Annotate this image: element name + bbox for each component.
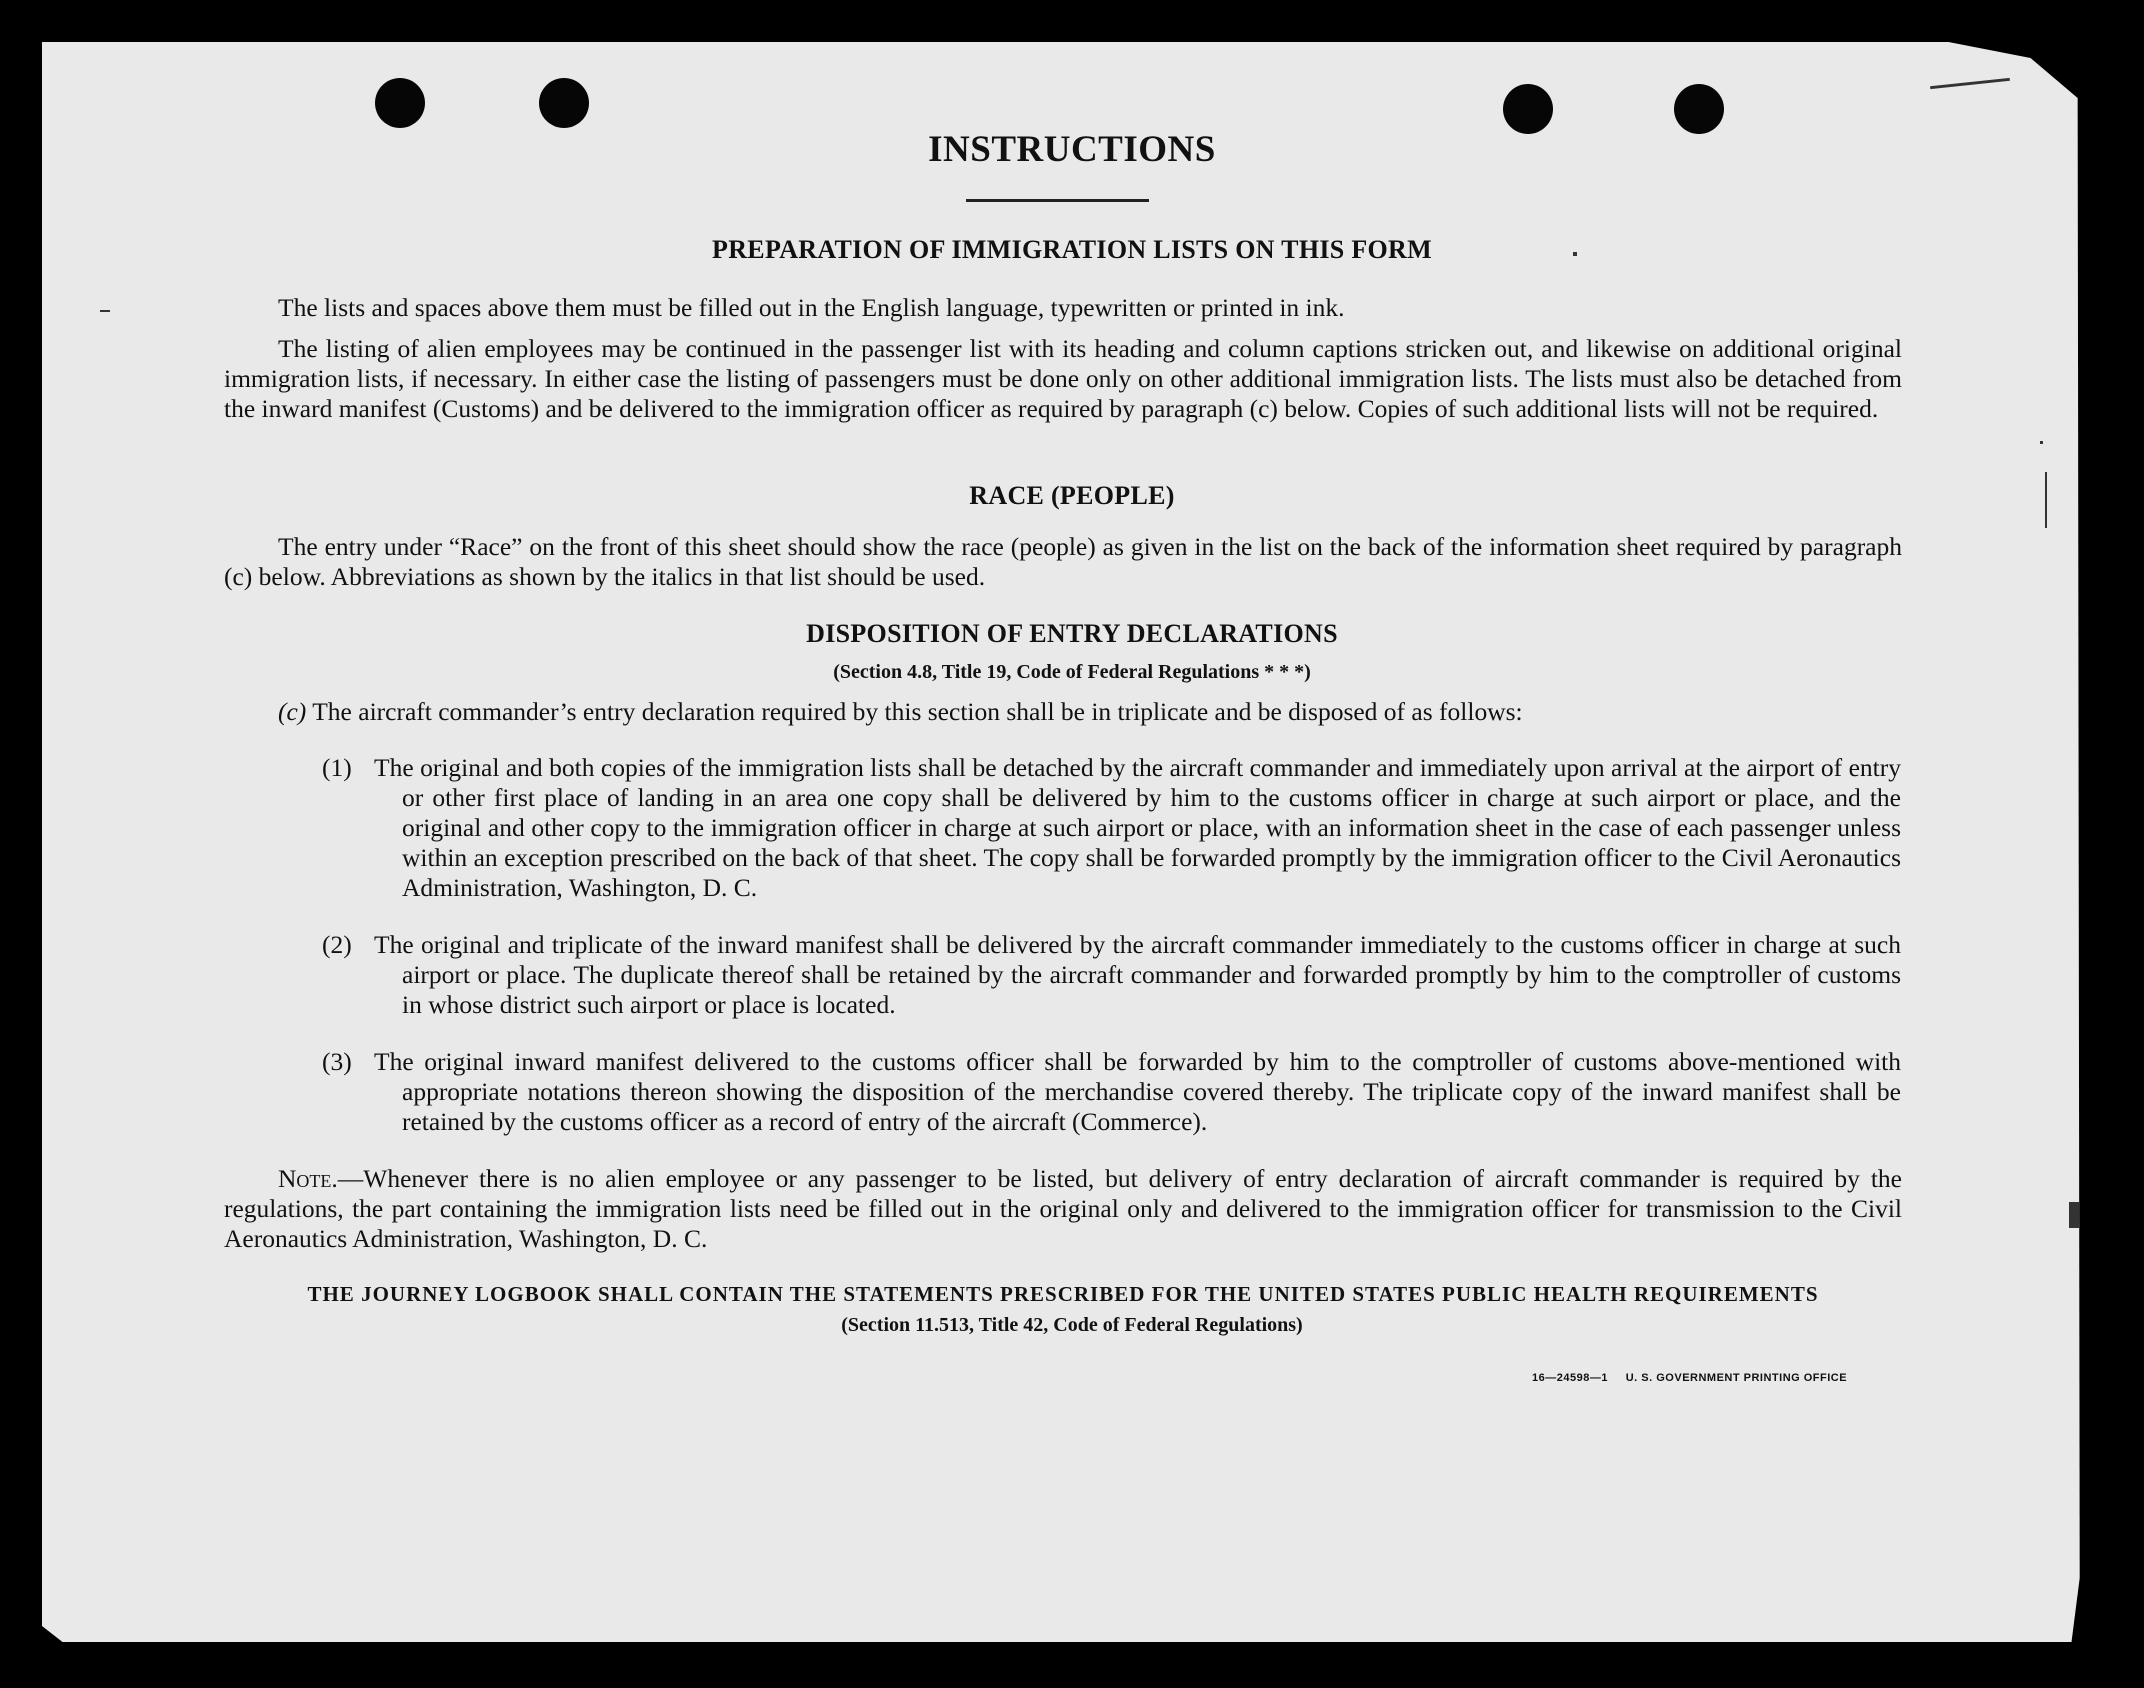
page-title: INSTRUCTIONS [928, 129, 1216, 170]
punch-hole-3 [1503, 84, 1553, 134]
list-item-text: The original and triplicate of the inward manifest shall be delivered by the aircraft commander immediately to the customs officer in charge at such airport or place. The duplicate thereof shall be retained by the aircraft commander and forwarded promptly by him to the comptroller of customs in whose district such airport or place is located. [374, 930, 1901, 1019]
note-text: —Whenever there is no alien employee or any passenger to be listed, but delivery of entry declaration of aircraft commander is required by the regulations, the part containing the immigration lists need be filled out in the original only and delivered to the immigration officer for transmission to the Civil Aeronautics Administration, Washington, D. C. [224, 1164, 1902, 1253]
printer-imprint [1532, 1372, 1847, 1384]
list-item-number: (1) [322, 753, 352, 782]
intro-label: (c) [278, 697, 307, 726]
list-item-text: The original inward manifest delivered to the customs officer shall be forwarded by him to the comptroller of customs above-mentioned with appropriate notations thereon showing the disposition of the merchandise covered thereby. The triplicate copy of the inward manifest shall be retained by the customs officer as a record of entry of the aircraft (Commerce). [374, 1047, 1901, 1136]
intro-text: The aircraft commander’s entry declaration required by this section shall be in triplicate and be disposed of as follows: [312, 697, 1523, 726]
disposition-intro [278, 697, 1902, 727]
punch-hole-4 [1674, 84, 1724, 134]
section-heading-race: RACE (PEOPLE) [969, 481, 1175, 510]
list-item [322, 930, 1901, 1020]
printer-name: U. S. GOVERNMENT PRINTING OFFICE [1625, 1372, 1848, 1384]
health-citation: (Section 11.513, Title 42, Code of Federal Regulations) [841, 1314, 1303, 1336]
section-heading-preparation: PREPARATION OF IMMIGRATION LISTS ON THIS FORM [712, 235, 1432, 264]
form-number: 16—24598—1 [1532, 1372, 1608, 1384]
list-item-text: The original and both copies of the immigration lists shall be detached by the aircraft commander and immediately upon arrival at the airport of entry or other first place of landing in an area one copy shall be delivered by him to the customs officer in charge at such airport or place, and the original and other copy to the immigration officer in charge at such airport or place, with an information sheet in the case of each passenger unless within an exception prescribed on the back of that sheet. The copy shall be forwarded promptly by the immigration officer to the Civil Aeronautics Administration, Washington, D. C. [374, 753, 1901, 902]
list-item-number: (3) [322, 1047, 352, 1076]
margin-mark [2040, 441, 2043, 444]
margin-mark [100, 310, 110, 312]
title-divider [966, 199, 1149, 202]
disposition-citation: (Section 4.8, Title 19, Code of Federal Regulations * * *) [833, 661, 1311, 683]
section-heading-disposition: DISPOSITION OF ENTRY DECLARATIONS [806, 619, 1338, 648]
list-item-number: (2) [322, 930, 352, 959]
list-item [322, 1047, 1901, 1137]
list-item [322, 753, 1901, 903]
margin-mark [2069, 1202, 2079, 1228]
note-paragraph [224, 1164, 1902, 1254]
preparation-paragraph-2: The listing of alien employees may be continued in the passenger list with its heading and column captions stricken out, and likewise on additional original immigration lists, if necessary. In either case the listing of passengers must be done only on other additional immigration lists. The lists must also be detached from the inward manifest (Customs) and be delivered to the immigration officer as required by paragraph (c) below. Copies of such additional lists will not be required. [224, 334, 1902, 423]
punch-hole-2 [539, 78, 589, 128]
health-statement: THE JOURNEY LOGBOOK SHALL CONTAIN THE STATEMENTS PRESCRIBED FOR THE UNITED STATES PUBLIC HEALTH REQUIREMENTS [307, 1282, 1819, 1306]
punch-hole-1 [375, 78, 425, 128]
preparation-paragraph-1: The lists and spaces above them must be filled out in the English language, typewritten or printed in ink. [278, 293, 1345, 322]
race-paragraph: The entry under “Race” on the front of this sheet should show the race (people) as given in the list on the back of the information sheet required by paragraph (c) below. Abbreviations as shown by the italics in that list should be used. [224, 532, 1902, 591]
note-label: Note. [278, 1164, 338, 1193]
